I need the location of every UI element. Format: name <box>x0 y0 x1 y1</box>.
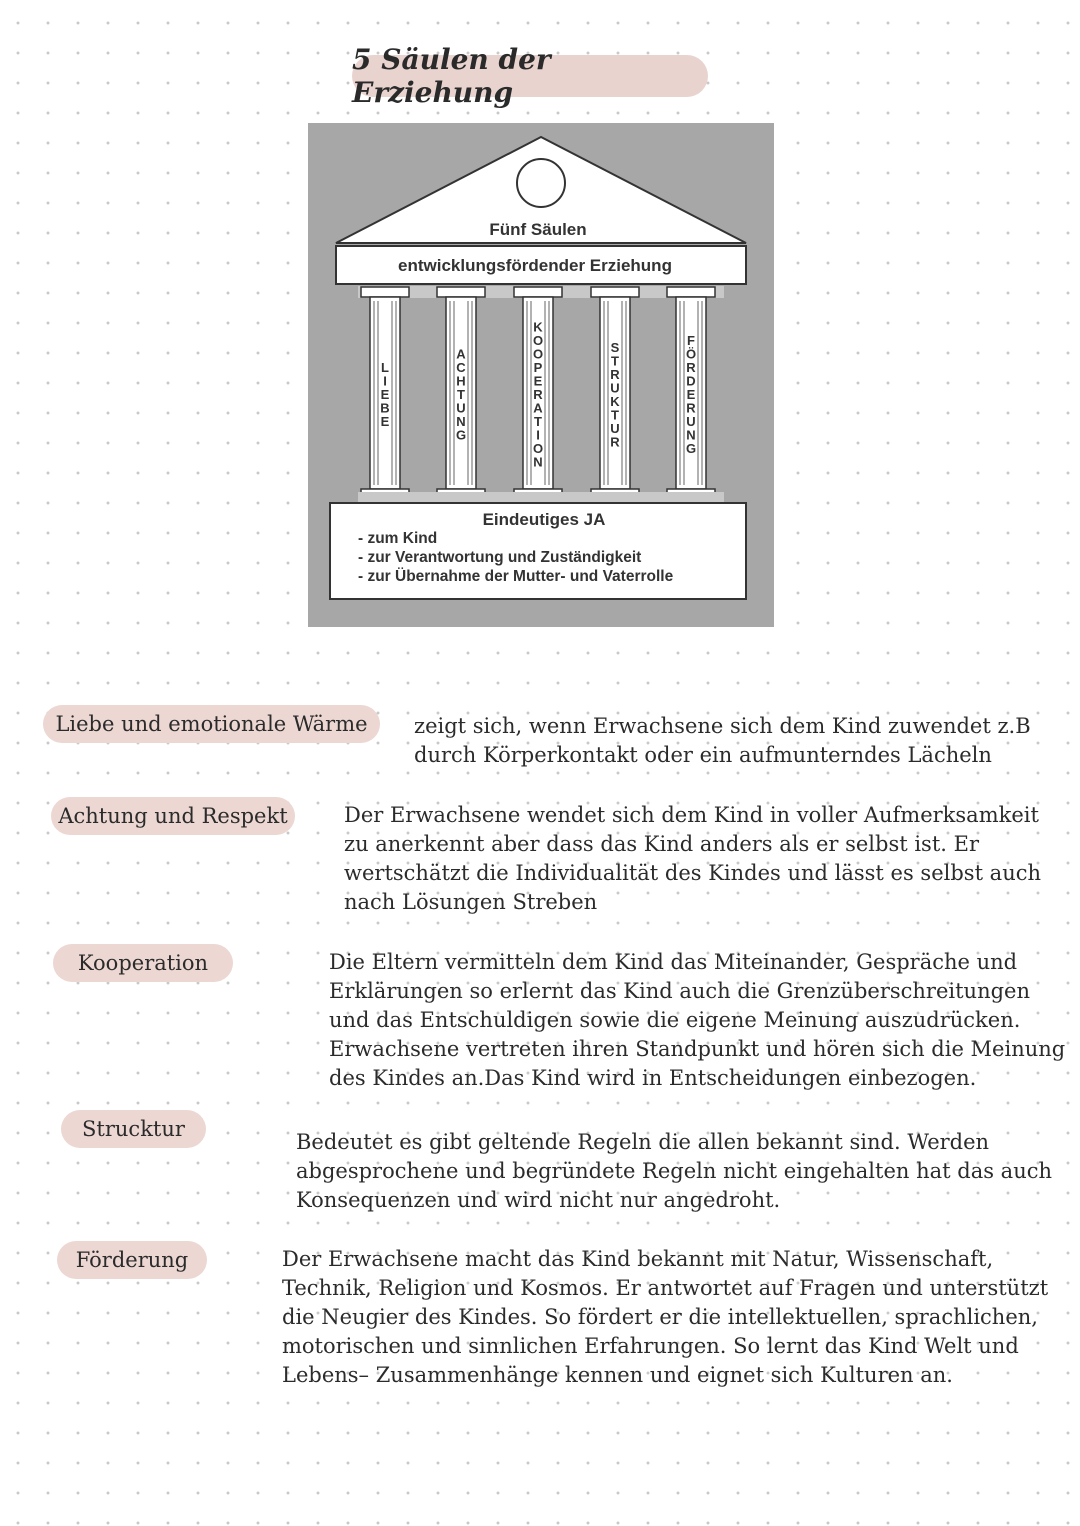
base-item: - zur Übernahme der Mutter- und Vaterrolle <box>358 568 674 585</box>
description-line: Der Erwachsene wendet sich dem Kind in voller Aufmerksamkeit <box>344 803 1039 827</box>
description-line: und das Entschuldigen sowie die eigene Meinung auszudrücken. <box>329 1008 1021 1032</box>
pillar-label-struktur: Strucktur <box>61 1110 206 1148</box>
column-letter: P <box>533 360 543 376</box>
column-liebe <box>361 287 409 499</box>
column-letter: E <box>380 414 390 430</box>
base-title: Eindeutiges JA <box>482 510 606 529</box>
column-letter: C <box>456 360 466 376</box>
temple-columns <box>361 287 715 499</box>
column-letter: U <box>610 420 620 436</box>
column-kooperation <box>514 287 562 499</box>
column-letter: B <box>380 400 390 416</box>
column-letter: R <box>686 360 696 376</box>
base-item: - zur Verantwortung und Zuständigkeit <box>358 549 642 566</box>
temple-svg <box>308 123 774 627</box>
column-struktur <box>591 287 639 499</box>
column-letter: R <box>533 387 543 403</box>
column-letter: R <box>686 400 696 416</box>
column-letter: O <box>532 333 544 349</box>
column-capital <box>591 287 639 297</box>
column-letter: U <box>610 380 620 396</box>
pillar-description-kooperation <box>329 948 1065 1093</box>
temple-diagram <box>308 123 774 627</box>
column-letter: N <box>533 454 543 470</box>
column-letter: K <box>533 319 543 335</box>
description-line: abgesprochene und begründete Regeln nicht eingehalten hat das auch <box>296 1159 1052 1183</box>
description-line: Erwachsene vertreten ihren Standpunkt und hören sich die Meinung <box>329 1037 1066 1061</box>
roof-medallion <box>517 159 565 207</box>
description-line: Lebens– Zusammenhänge kennen und eignet sich Kulturen an. <box>282 1363 953 1387</box>
column-letter: T <box>534 414 542 430</box>
pillar-label-liebe: Liebe und emotionale Wärme <box>43 705 380 743</box>
column-capital <box>514 287 562 297</box>
column-förderung <box>667 287 715 499</box>
column-letter: U <box>456 400 466 416</box>
page-title: 5 Säulen der Erziehung <box>352 55 708 97</box>
column-letter: G <box>455 427 467 443</box>
column-capital <box>437 287 485 297</box>
roof-line1: Fünf Säulen <box>489 220 587 239</box>
pillar-description-achtung <box>344 801 1041 917</box>
description-line: Konsequenzen und wird nicht nur angedroht. <box>296 1188 781 1212</box>
description-line: Die Eltern vermitteln dem Kind das Miteinander, Gespräche und <box>329 950 1018 974</box>
pillar-description-struktur <box>296 1128 1052 1215</box>
column-letter: S <box>610 339 620 355</box>
column-letter: A <box>456 346 466 362</box>
column-letter: U <box>686 414 696 430</box>
column-letter: T <box>457 387 465 403</box>
column-letter: K <box>610 393 620 409</box>
description-line: Bedeutet es gibt geltende Regeln die allen bekannt sind. Werden <box>296 1130 990 1154</box>
roof-line2: entwicklungsfördender Erziehung <box>398 256 672 275</box>
column-capital <box>667 287 715 297</box>
column-letter: L <box>381 360 389 376</box>
pillar-label-foerderung: Förderung <box>57 1241 207 1279</box>
description-line: die Neugier des Kindes. So fördert er die intellektuellen, sprachlichen, <box>282 1305 1038 1329</box>
description-line: Technik, Religion und Kosmos. Er antwortet auf Fragen und unterstützt <box>282 1276 1049 1300</box>
column-letter: A <box>533 400 543 416</box>
pillar-label-kooperation: Kooperation <box>53 944 233 982</box>
base-strip <box>358 492 724 502</box>
description-line: Der Erwachsene macht das Kind bekannt mit Natur, Wissenschaft, <box>282 1247 994 1271</box>
column-letter: I <box>383 373 387 389</box>
column-letter: I <box>536 427 540 443</box>
description-line: zeigt sich, wenn Erwachsene sich dem Kind zuwendet z.B <box>414 714 1031 738</box>
description-line: Erklärungen so erlernt das Kind auch die Grenzüberschreitungen <box>329 979 1030 1003</box>
column-letter: O <box>532 441 544 457</box>
column-letter: R <box>610 366 620 382</box>
description-line: motorischen und sinnlichen Erfahrungen. So lernt das Kind Welt und <box>282 1334 1019 1358</box>
column-letter: D <box>686 373 696 389</box>
column-letter: G <box>685 441 697 457</box>
column-letter: N <box>686 427 696 443</box>
pillar-description-foerderung <box>282 1245 1048 1390</box>
column-letter: F <box>687 333 695 349</box>
description-line: des Kindes an.Das Kind wird in Entscheidungen einbezogen. <box>329 1066 977 1090</box>
column-letter: T <box>611 407 619 423</box>
description-line: nach Lösungen Streben <box>344 890 598 914</box>
column-letter: T <box>611 353 619 369</box>
description-line: zu anerkennt aber dass das Kind anders als er selbst ist. Er <box>344 832 979 856</box>
base-item: - zum Kind <box>358 530 438 547</box>
column-letter: R <box>610 434 620 450</box>
column-letter: E <box>686 387 696 403</box>
pillar-label-achtung: Achtung und Respekt <box>51 797 295 835</box>
column-letter: H <box>456 373 466 389</box>
column-capital <box>361 287 409 297</box>
column-letter: N <box>456 414 466 430</box>
column-achtung <box>437 287 485 499</box>
column-letter: O <box>532 346 544 362</box>
description-line: wertschätzt die Individualität des Kindes und lässt es selbst auch <box>344 861 1042 885</box>
column-letter: Ö <box>685 346 697 362</box>
column-letter: E <box>533 373 543 389</box>
pillar-description-liebe <box>414 712 1031 770</box>
description-line: durch Körperkontakt oder ein aufmunterndes Lächeln <box>414 743 992 767</box>
column-letter: E <box>380 387 390 403</box>
